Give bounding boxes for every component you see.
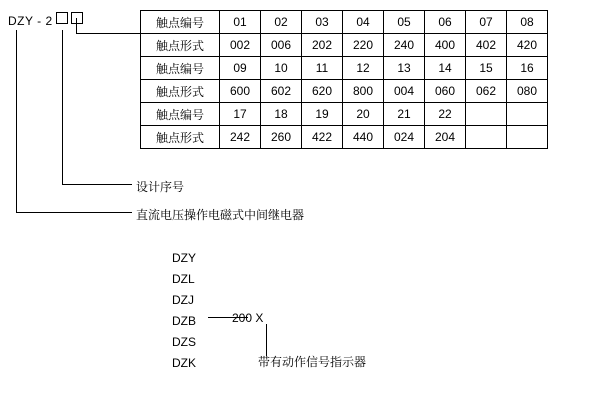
contact-table-body <box>141 11 548 149</box>
cell: 07 <box>466 11 507 34</box>
cell: 024 <box>384 126 425 149</box>
cell: 800 <box>343 80 384 103</box>
cell: 17 <box>220 103 261 126</box>
cell: 09 <box>220 57 261 80</box>
cell: 02 <box>261 11 302 34</box>
annotation-relay-desc: 直流电压操作电磁式中间继电器 <box>136 208 305 222</box>
row-label: 触点形式 <box>141 80 220 103</box>
model-code-box-1 <box>56 12 68 24</box>
series-item: DZY <box>172 251 196 265</box>
table-row <box>141 11 548 34</box>
cell: 04 <box>343 11 384 34</box>
cell: 13 <box>384 57 425 80</box>
cell: 004 <box>384 80 425 103</box>
cell: 400 <box>425 34 466 57</box>
row-label: 触点编号 <box>141 103 220 126</box>
cell: 10 <box>261 57 302 80</box>
cell: 20 <box>343 103 384 126</box>
row-label: 触点编号 <box>141 57 220 80</box>
cell: 242 <box>220 126 261 149</box>
series-right-label: 200 X <box>232 311 264 325</box>
leader-line-relay-horizontal <box>16 212 132 213</box>
cell: 002 <box>220 34 261 57</box>
cell: 420 <box>507 34 548 57</box>
cell: 422 <box>302 126 343 149</box>
series-item: DZJ <box>172 293 194 307</box>
cell: 01 <box>220 11 261 34</box>
cell: 260 <box>261 126 302 149</box>
row-label: 触点形式 <box>141 34 220 57</box>
model-code-prefix: DZY - 2 <box>8 14 53 28</box>
cell: 18 <box>261 103 302 126</box>
cell: 08 <box>507 11 548 34</box>
cell: 204 <box>425 126 466 149</box>
series-item: DZK <box>172 356 196 370</box>
series-item: DZS <box>172 335 196 349</box>
table-row <box>141 80 548 103</box>
cell: 440 <box>343 126 384 149</box>
cell: 16 <box>507 57 548 80</box>
leader-line-design-vertical <box>62 30 63 184</box>
cell: 06 <box>425 11 466 34</box>
contact-table <box>140 10 548 149</box>
row-label: 触点编号 <box>141 11 220 34</box>
series-note: 带有动作信号指示器 <box>258 355 367 369</box>
cell: 240 <box>384 34 425 57</box>
leader-line-design-horizontal <box>62 184 132 185</box>
leader-line-relay-vertical <box>16 30 17 212</box>
leader-line-contact-vertical <box>76 18 77 34</box>
series-item: DZB <box>172 314 196 328</box>
cell: 402 <box>466 34 507 57</box>
cell: 006 <box>261 34 302 57</box>
cell: 220 <box>343 34 384 57</box>
table-row <box>141 34 548 57</box>
cell: 15 <box>466 57 507 80</box>
cell <box>507 126 548 149</box>
table-row <box>141 57 548 80</box>
cell: 620 <box>302 80 343 103</box>
cell: 03 <box>302 11 343 34</box>
table-row <box>141 126 548 149</box>
cell <box>466 103 507 126</box>
table-row <box>141 103 548 126</box>
model-code <box>8 12 83 28</box>
cell: 05 <box>384 11 425 34</box>
contact-table-wrap <box>140 10 548 149</box>
cell <box>507 103 548 126</box>
cell: 062 <box>466 80 507 103</box>
cell: 600 <box>220 80 261 103</box>
row-label: 触点形式 <box>141 126 220 149</box>
cell: 19 <box>302 103 343 126</box>
cell <box>466 126 507 149</box>
cell: 602 <box>261 80 302 103</box>
leader-line-contact-horizontal <box>76 33 140 34</box>
cell: 11 <box>302 57 343 80</box>
series-list <box>172 248 196 374</box>
cell: 12 <box>343 57 384 80</box>
note-connector-line <box>266 324 267 356</box>
series-item: DZL <box>172 272 195 286</box>
cell: 14 <box>425 57 466 80</box>
cell: 060 <box>425 80 466 103</box>
cell: 080 <box>507 80 548 103</box>
cell: 21 <box>384 103 425 126</box>
annotation-design-no: 设计序号 <box>136 180 185 194</box>
cell: 202 <box>302 34 343 57</box>
cell: 22 <box>425 103 466 126</box>
